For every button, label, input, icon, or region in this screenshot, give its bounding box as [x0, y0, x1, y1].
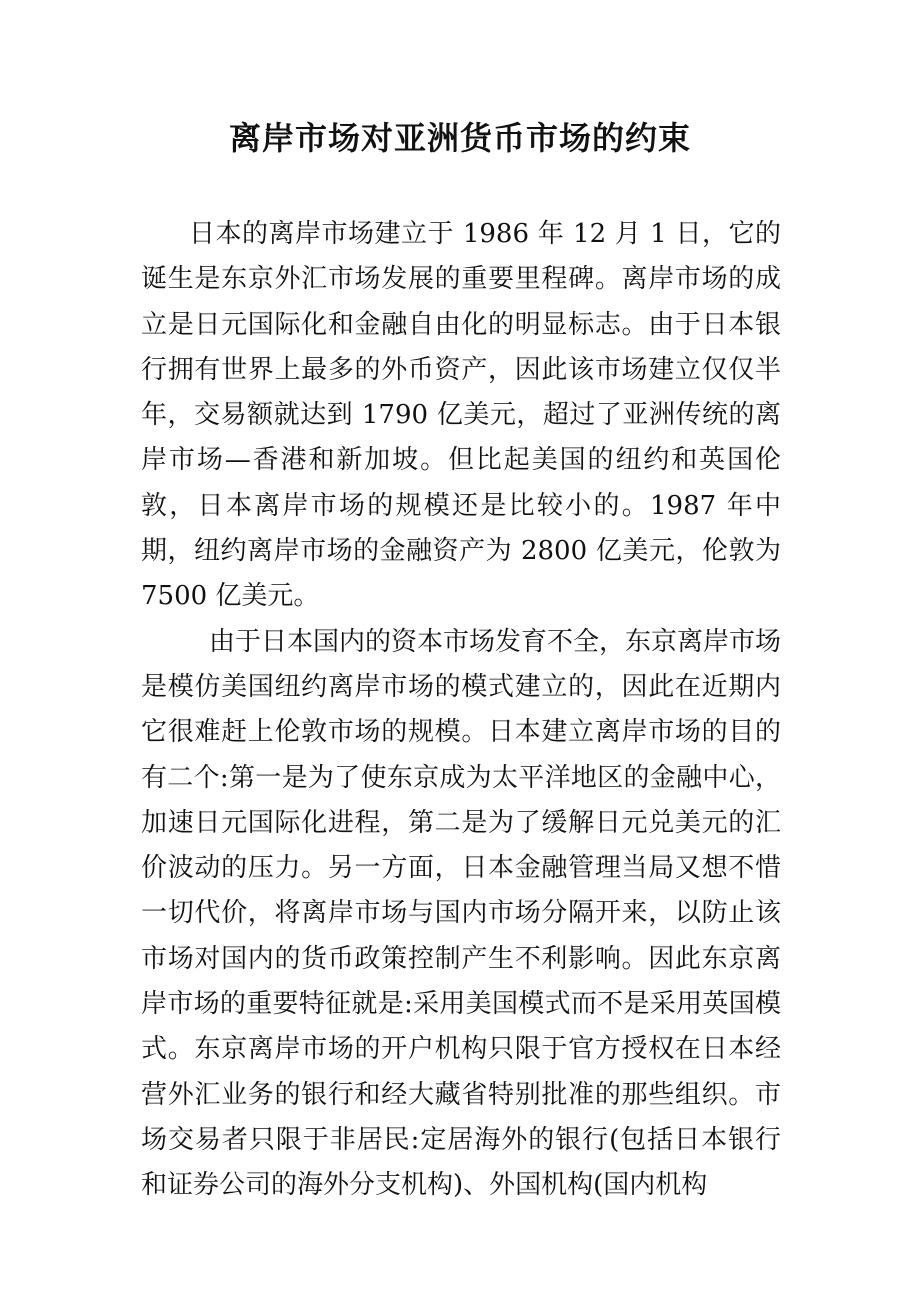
paragraph-2: 由于日本国内的资本市场发育不全，东京离岸市场是模仿美国纽约离岸市场的模式建立的，因此在近期内它很难赶上伦敦市场的规模。日本建立离岸市场的目的有二个:第一是为了使东京成为太平洋地区的金融中心，加速日元国际化进程，第二是为了缓解日元兑美元的汇价波动的压力。另一方面，日本金融管理当局又想不惜一切代价，将离岸市场与国内市场分隔开来，以防止该市场对国内的货币政策控制产生不利影响。因此东京离岸市场的重要特征就是:采用美国模式而不是采用英国模式。东京离岸市场的开户机构只限于官方授权在日本经营外汇业务的银行和经大藏省特别批准的那些组织。市场交易者只限于非居民:定居海外的银行(包括日本银行和证券公司的海外分支机构)、外国机构(国内机构 [141, 626, 782, 1201]
paragraph-1: 日本的离岸市场建立于 1986 年 12 月 1 日，它的诞生是东京外汇市场发展的重要里程碑。离岸市场的成立是日元国际化和金融自由化的明显标志。由于日本银行拥有世界上最多的外币资产，因此该市场建立仅仅半年，交易额就达到 1790 亿美元，超过了亚洲传统的离岸市场—香港和新加坡。但比起美国的纽约和英国伦敦，日本离岸市场的规模还是比较小的。1987 年中期，纽约离岸市场的金融资产为 2800 亿美元，伦敦为 7500 亿美元。 [141, 219, 781, 612]
document-title: 离岸市场对亚洲货币市场的约束 [228, 119, 691, 157]
document-body [141, 212, 781, 1209]
